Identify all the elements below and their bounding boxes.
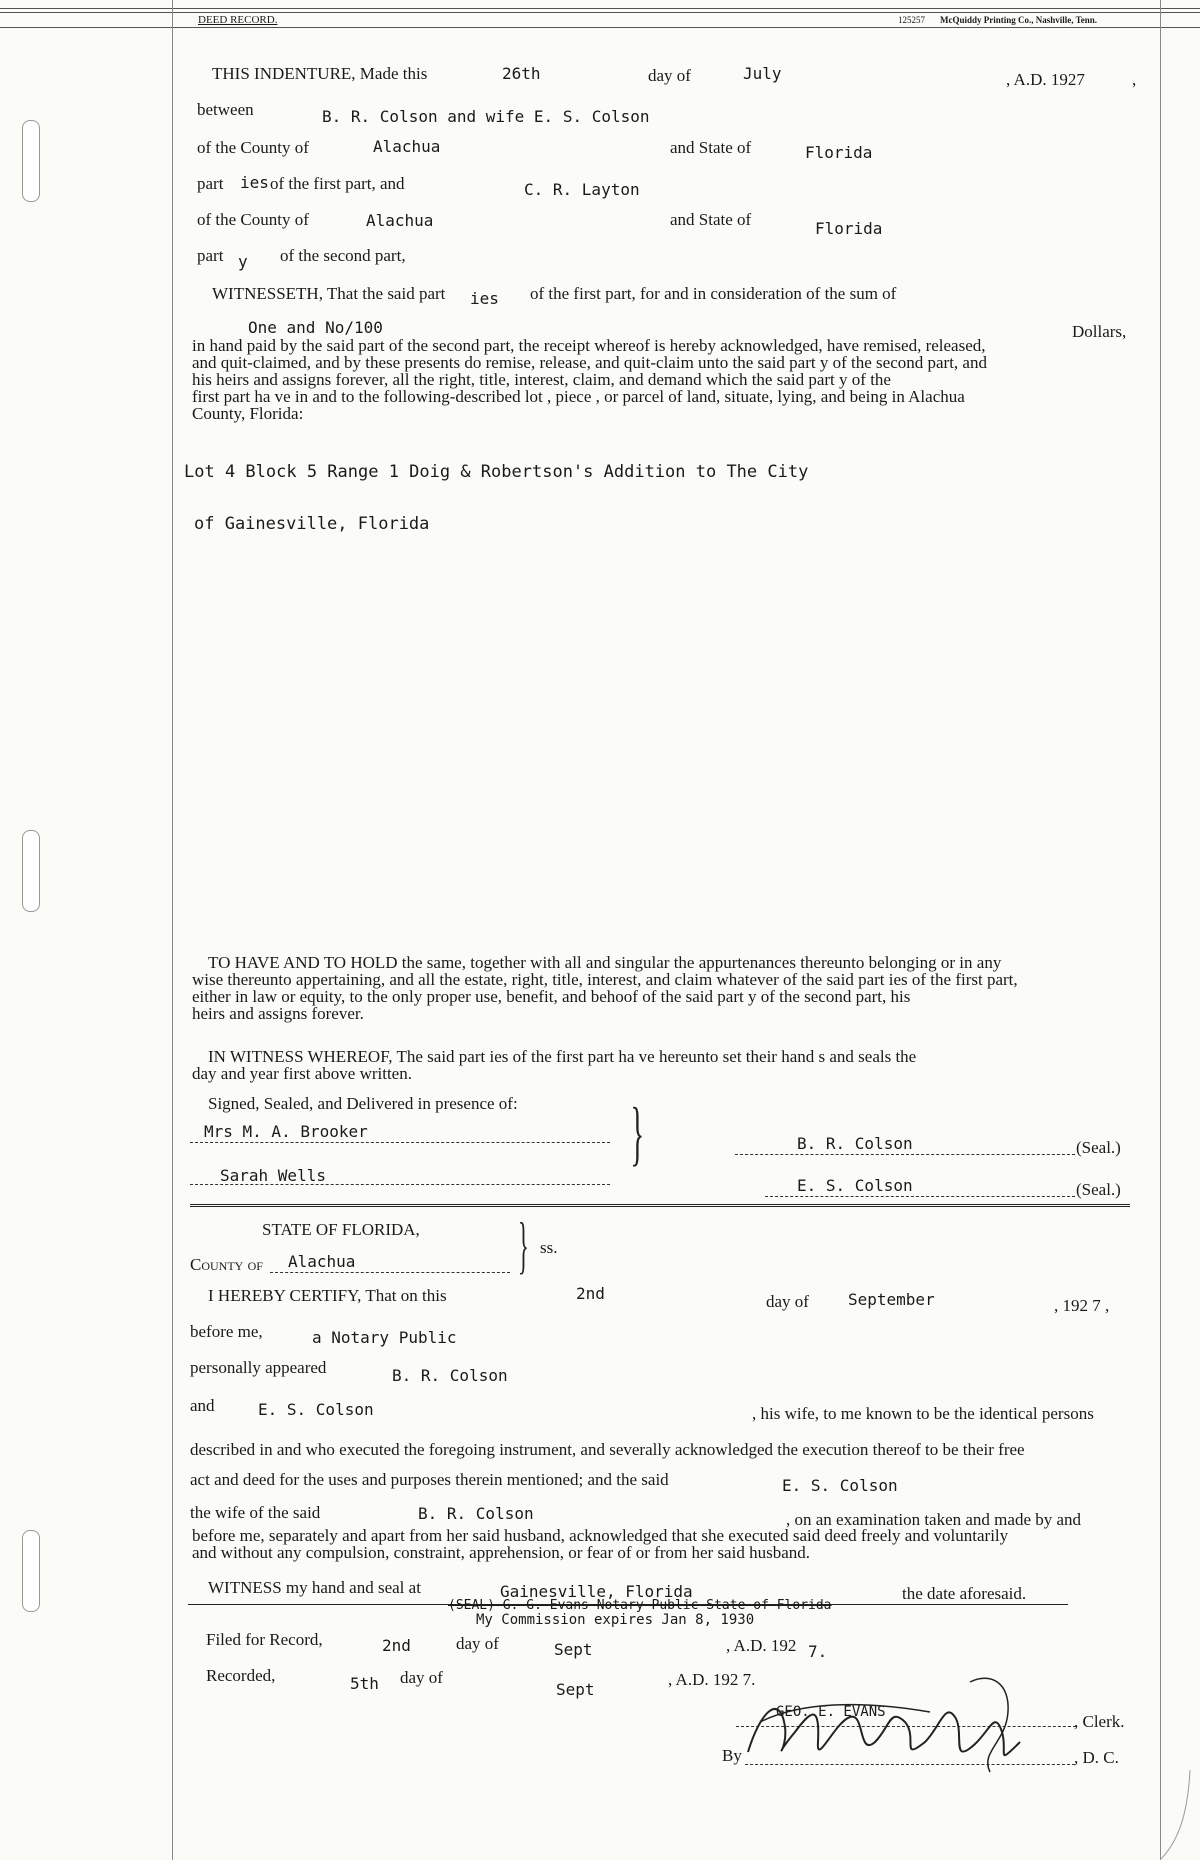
grantee-county: Alachua <box>366 211 434 230</box>
ack-body <box>192 1527 1136 1561</box>
section-rule <box>190 1204 1130 1207</box>
grantor-state: Florida <box>805 143 873 162</box>
county-blank <box>270 1250 510 1273</box>
witnesseth-line: County, Florida: <box>192 404 304 423</box>
ack-day-of: day of <box>766 1292 809 1311</box>
grantee: C. R. Layton <box>524 180 640 199</box>
binder-hole <box>22 120 40 202</box>
grantor-county: Alachua <box>373 137 441 156</box>
form-number: 125257 <box>898 15 925 25</box>
county-label: of the County of <box>197 138 309 157</box>
ss-label: ss. <box>540 1238 558 1257</box>
witnesseth-rest: of the first part, for and in consideration of the sum of <box>530 284 897 303</box>
header-rule <box>0 12 1200 13</box>
recorded-day-of: day of <box>400 1668 443 1687</box>
witness-name: Mrs M. A. Brooker <box>204 1122 368 1141</box>
certify-text: I HEREBY CERTIFY, That on this <box>208 1286 447 1305</box>
header-rule <box>0 8 1200 9</box>
habendum-line: wise thereunto appertaining, and all the estate, right, title, interest, and claim whatever of the said part ies of the first part, <box>192 970 1018 989</box>
header-title: DEED RECORD. <box>198 14 278 26</box>
by-label: By <box>722 1746 742 1765</box>
indenture-day: 26th <box>502 64 541 83</box>
header-rule <box>0 27 1200 28</box>
ack-day: 2nd <box>576 1284 605 1303</box>
witness-place: Gainesville, Florida <box>500 1582 693 1601</box>
part-label-2: part <box>197 246 224 265</box>
commission-expires: My Commission expires Jan 8, 1930 <box>476 1612 755 1628</box>
habendum-clause <box>192 954 1136 1022</box>
clerk-label: , Clerk. <box>1074 1712 1125 1731</box>
filed-label: Filed for Record, <box>206 1630 323 1649</box>
part-suffix: ies <box>240 173 269 192</box>
wife-name: E. S. Colson <box>258 1400 374 1419</box>
witnesseth-line: in hand paid by the said part of the second part, the receipt whereof is hereby acknowledged, have remised, released, <box>192 336 986 355</box>
state-label: and State of <box>670 138 752 157</box>
printer-name: McQuiddy Printing Co., Nashville, Tenn. <box>940 15 1098 25</box>
dollars-label: Dollars, <box>1072 322 1127 341</box>
witness-signature-line <box>190 1118 610 1143</box>
date-aforesaid: the date aforesaid. <box>902 1584 1027 1603</box>
state-of-florida: STATE OF FLORIDA, <box>262 1220 420 1239</box>
act-line: act and deed for the uses and purposes therein mentioned; and the said <box>190 1470 669 1489</box>
witnesseth-start: WITNESSETH, That the said part <box>212 284 446 303</box>
witnesseth-suffix: ies <box>470 289 499 308</box>
ack-year: , 192 7 , <box>1054 1296 1110 1315</box>
part-label: part <box>197 174 224 193</box>
exam-text: , on an examination taken and made by and <box>786 1510 1082 1529</box>
legal-description-line: of Gainesville, Florida <box>194 514 430 534</box>
ack-line: before me, separately and apart from her said husband, acknowledged that she executed said deed freely and voluntarily <box>192 1526 1009 1545</box>
grantors: B. R. Colson and wife E. S. Colson <box>322 107 650 126</box>
ack-month: September <box>848 1290 935 1309</box>
witnesseth-line: and quit-claimed, and by these presents do remise, release, and quit-claim unto the said part y of the second part, and <box>192 353 987 372</box>
filed-day: 2nd <box>382 1636 411 1655</box>
witness-name: Sarah Wells <box>220 1166 326 1185</box>
before-me-label: before me, <box>190 1322 263 1341</box>
and-label: and <box>190 1396 215 1415</box>
grantor-signature: B. R. Colson <box>797 1134 913 1153</box>
dc-label: , D. C. <box>1074 1748 1119 1767</box>
second-part-text: of the second part, <box>280 246 406 265</box>
binder-hole <box>22 830 40 912</box>
recorded-ad: , A.D. 192 7. <box>668 1670 756 1689</box>
witness-line: IN WITNESS WHEREOF, The said part ies of the first part ha ve hereunto set their hand s and seals the <box>208 1047 917 1066</box>
filed-day-of: day of <box>456 1634 499 1653</box>
appeared-label: personally appeared <box>190 1358 327 1377</box>
wife-of-label: the wife of the said <box>190 1503 321 1522</box>
habendum-line: TO HAVE AND TO HOLD the same, together with all and singular the appurtenances thereunto belonging or in any <box>208 953 1002 972</box>
recorded-label: Recorded, <box>206 1666 276 1685</box>
officer-title: a Notary Public <box>312 1328 457 1347</box>
witness-clause <box>192 1048 1136 1082</box>
margin-line <box>1160 0 1161 1860</box>
indenture-year: , A.D. 1927 <box>1006 70 1085 89</box>
state-label-2: and State of <box>670 210 752 229</box>
signature-brace: } <box>630 1093 645 1173</box>
indenture-month: July <box>743 64 782 83</box>
presence-label: Signed, Sealed, and Delivered in presence of: <box>208 1094 518 1113</box>
grantee-state: Florida <box>815 219 883 238</box>
first-part-text: of the first part, and <box>270 174 405 193</box>
filed-year-digit: 7. <box>808 1642 828 1661</box>
witness-seal-label: WITNESS my hand and seal at <box>208 1578 421 1597</box>
indenture-opening: THIS INDENTURE, Made this <box>212 64 428 83</box>
witness-signature-line <box>190 1160 610 1185</box>
witnesseth-body <box>192 337 1136 422</box>
legal-description-line: Lot 4 Block 5 Range 1 Doig & Robertson's Addition to The City <box>184 462 809 482</box>
witnesseth-line: his heirs and assigns forever, all the right, title, interest, claim, and demand which the said part y of the <box>192 370 891 389</box>
county-of-label: County of <box>190 1255 263 1274</box>
margin-line <box>172 0 173 1860</box>
day-of-label: day of <box>648 66 691 85</box>
deputy-clerk-signature <box>740 1672 1040 1782</box>
seal-label: (Seal.) <box>1076 1180 1121 1199</box>
habendum-line: heirs and assigns forever. <box>192 1004 364 1023</box>
seal-label: (Seal.) <box>1076 1138 1121 1157</box>
part-suffix-2: y <box>238 252 248 271</box>
witnesseth-line: first part ha ve in and to the following-described lot , piece , or parcel of land, situate, lying, and being in Alachua <box>192 387 965 406</box>
recorded-day: 5th <box>350 1674 379 1693</box>
habendum-line: either in law or equity, to the only proper use, benefit, and behoof of the said part y of the second part, his <box>192 987 911 1006</box>
grantor-signature-line <box>735 1130 1075 1155</box>
grantor-signature: E. S. Colson <box>797 1176 913 1195</box>
appeared-name: B. R. Colson <box>392 1366 508 1385</box>
act-name: E. S. Colson <box>782 1476 898 1495</box>
filed-month: Sept <box>554 1640 593 1659</box>
wife-text: , his wife, to me known to be the identical persons <box>752 1404 1094 1423</box>
consideration-amount: One and No/100 <box>248 318 383 337</box>
filed-ad: , A.D. 192 <box>726 1636 797 1655</box>
notary-stamp: (SEAL) G. G. Evans Notary Public State of Florida <box>448 1598 832 1613</box>
county-label-2: of the County of <box>197 210 309 229</box>
grantor-signature-line <box>765 1172 1075 1197</box>
binder-hole <box>22 1530 40 1612</box>
recorded-month: Sept <box>556 1680 595 1699</box>
witness-line: day and year first above written. <box>192 1064 412 1083</box>
page-curl <box>1150 1770 1200 1860</box>
ack-line: and without any compulsion, constraint, apprehension, or fear of or from her said husband. <box>192 1543 810 1562</box>
ss-brace: } <box>517 1209 529 1280</box>
described-line: described in and who executed the foregoing instrument, and severally acknowledged the execution thereof to be their free <box>190 1440 1025 1459</box>
wife-of-name: B. R. Colson <box>418 1504 534 1523</box>
ack-county: Alachua <box>288 1252 356 1271</box>
between-label: between <box>197 100 254 119</box>
indenture-year-comma: , <box>1132 70 1137 89</box>
clerk-name: GEO. E. EVANS <box>776 1704 886 1720</box>
